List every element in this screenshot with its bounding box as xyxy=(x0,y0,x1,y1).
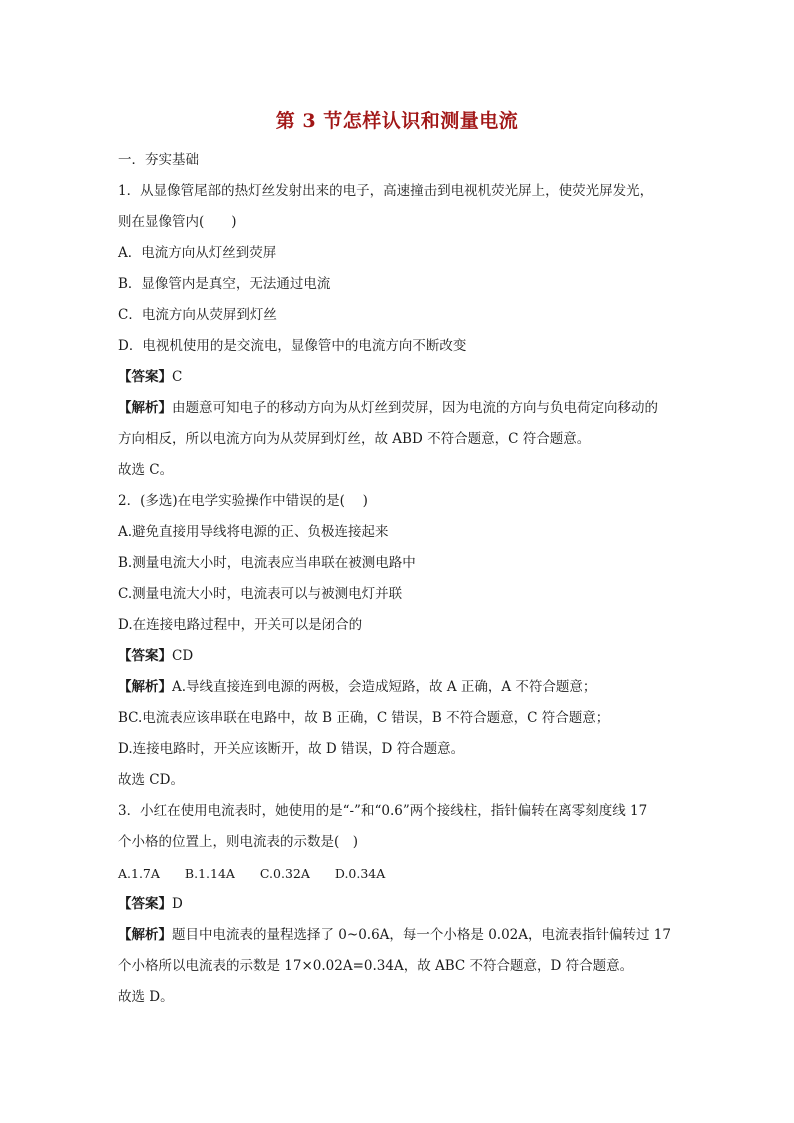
q1-analysis-line-1 xyxy=(118,393,678,424)
answer-value: C xyxy=(172,369,183,385)
q2-analysis-line-3: D.连接电路时，开关应该断开，故 D 错误，D 符合题意。 xyxy=(118,741,465,757)
section-heading: 一．夯实基础 xyxy=(118,152,199,168)
q3-analysis-line-1 xyxy=(118,920,678,951)
answer-label: 【答案】 xyxy=(118,369,172,385)
q1-option-d: D．电视机使用的是交流电，显像管中的电流方向不断改变 xyxy=(118,338,467,354)
q2-answer xyxy=(118,641,678,672)
q2-conclusion: 故选 CD。 xyxy=(118,772,184,788)
analysis-text: 由题意可知电子的移动方向为从灯丝到荧屏，因为电流的方向与负电荷定向移动的 xyxy=(172,400,658,416)
answer-label: 【答案】 xyxy=(118,648,172,664)
q2-analysis-line-1 xyxy=(118,672,678,703)
q1-analysis-line-2: 方向相反，所以电流方向为从荧屏到灯丝，故 ABD 不符合题意，C 符合题意。 xyxy=(118,431,591,447)
q3-analysis-line-2: 个小格所以电流表的示数是 17×0.02A=0.34A，故 ABC 不符合题意，D 符合题意。 xyxy=(118,958,634,974)
q2-option-c: C.测量电流大小时，电流表可以与被测电灯并联 xyxy=(118,586,403,602)
analysis-text: A.导线直接连到电源的两极，会造成短路，故 A 正确，A 不符合题意； xyxy=(172,679,597,695)
page-title: 第 3 节怎样认识和测量电流 xyxy=(275,110,519,132)
q3-conclusion: 故选 D。 xyxy=(118,989,174,1005)
answer-value: D xyxy=(172,896,183,912)
document-body xyxy=(118,145,678,1013)
q1-stem-line-2: 则在显像管内( ) xyxy=(118,214,237,230)
q2-analysis-line-2: BC.电流表应该串联在电路中，故 B 正确，C 错误，B 不符合题意，C 符合题意； xyxy=(118,710,610,726)
analysis-text: 题目中电流表的量程选择了 0~0.6A，每一个小格是 0.02A，电流表指针偏转过 17 xyxy=(172,927,671,943)
q2-stem: 2．(多选)在电学实验操作中错误的是( ) xyxy=(118,493,368,509)
q3-stem-line-2: 个小格的位置上，则电流表的示数是( ) xyxy=(118,834,359,850)
q1-option-a: A．电流方向从灯丝到荧屏 xyxy=(118,245,277,261)
q1-option-b: B．显像管内是真空，无法通过电流 xyxy=(118,276,331,292)
q3-answer xyxy=(118,889,678,920)
analysis-label: 【解析】 xyxy=(118,400,172,416)
answer-value: CD xyxy=(172,648,194,664)
analysis-label: 【解析】 xyxy=(118,927,172,943)
analysis-label: 【解析】 xyxy=(118,679,172,695)
q1-conclusion: 故选 C。 xyxy=(118,462,174,478)
q1-option-c: C．电流方向从荧屏到灯丝 xyxy=(118,307,277,323)
answer-label: 【答案】 xyxy=(118,896,172,912)
q2-option-d: D.在连接电路过程中，开关可以是闭合的 xyxy=(118,617,363,633)
q3-options: A.1.7A B.1.14A C.0.32A D.0.34A xyxy=(118,866,386,881)
q1-answer xyxy=(118,362,678,393)
q1-stem-line-1: 1．从显像管尾部的热灯丝发射出来的电子，高速撞击到电视机荧光屏上，使荧光屏发光， xyxy=(118,183,654,199)
q2-option-b: B.测量电流大小时，电流表应当串联在被测电路中 xyxy=(118,555,416,571)
q2-option-a: A.避免直接用导线将电源的正、负极连接起来 xyxy=(118,524,389,540)
q3-stem-line-1: 3．小红在使用电流表时，她使用的是“-”和“0.6”两个接线柱，指针偏转在离零刻度线 17 xyxy=(118,803,648,819)
